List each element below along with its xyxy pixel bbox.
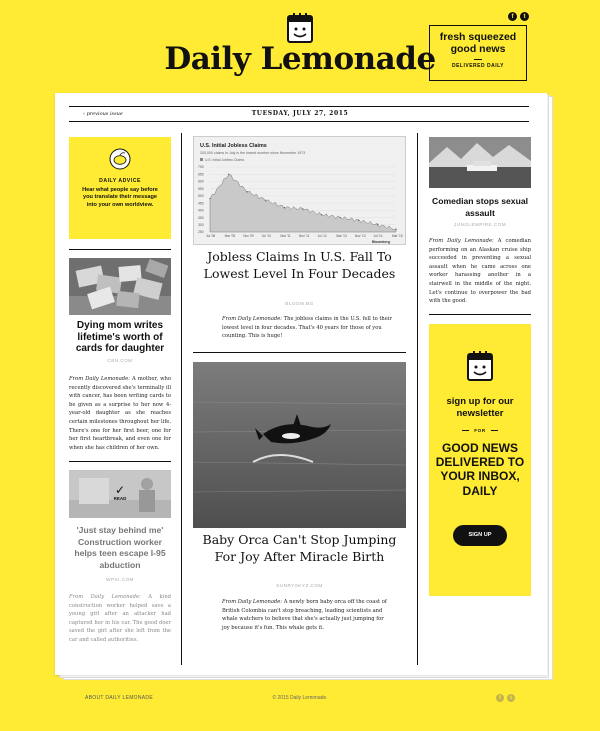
y-tick-label: 500 [198,194,204,199]
x-tick-label: Jul '08 [206,234,216,238]
daily-advice-box [69,137,171,239]
about-link[interactable]: ABOUT DAILY LEMONADE [85,695,153,701]
y-tick-label: 450 [198,201,204,206]
x-tick-label: Jul '14 [373,234,383,238]
x-tick-label: Jul '10 [261,234,271,238]
x-tick-label: Nov '11 [299,234,310,238]
masthead-logo[interactable]: Daily Lemonade [164,41,436,77]
column-rule-left [181,133,182,665]
x-tick-label: Mar '15 [392,234,403,238]
x-tick-label: Nov '13 [354,234,366,238]
series-area [210,175,396,232]
excerpt-lead: From Daily Lemonade: [429,238,494,244]
read-badge[interactable] [110,484,130,501]
facebook-icon[interactable]: f [496,694,504,702]
excerpt-lead: From Daily Lemonade: [69,594,141,600]
y-tick-label: 300 [198,222,204,227]
y-tick-label: 550 [198,186,204,191]
excerpt-lead: From Daily Lemonade: [69,376,130,382]
x-tick-label: Nov '09 [243,234,254,238]
article-source[interactable]: WPXI.COM [106,577,134,582]
x-tick-label: Mar '13 [336,234,347,238]
newsletter-for [429,428,531,433]
data-point [377,224,378,225]
calendar-smiley-icon [465,349,495,383]
y-tick-label: 650 [198,172,204,177]
article-source[interactable]: CBN.COM [107,358,133,363]
chart-svg [194,137,405,244]
tagline-divider [474,59,482,60]
article-image-orca[interactable] [193,362,406,528]
x-tick-label: Mar '09 [224,234,236,238]
article-excerpt [429,237,531,306]
chart-title: U.S. Initial Jobless Claims [200,143,267,149]
y-tick-label: 400 [198,208,204,213]
tagline: fresh squeezed good news [439,31,517,55]
data-point [302,208,303,209]
excerpt-lead: From Daily Lemonade: [222,316,283,322]
footer-social [496,694,515,702]
article-excerpt [222,598,392,632]
chart-source: Bloomberg [372,240,390,244]
data-point [321,214,322,215]
x-tick-label: Mar '11 [280,234,291,238]
copyright: © 2015 Daily Lemonade. [272,695,328,701]
newsletter-pitch: GOOD NEWS DELIVERED TO YOUR INBOX, DAILY [435,441,525,498]
article-title[interactable]: Jobless Claims In U.S. Fall To Lowest Level In Four Decades [203,249,396,281]
excerpt-body: A newly born baby orca off the coast of British Colombia can't stop breaching, leading scientists and whale watchers to believe that she's actually just jumping for joy because it's fun. This whale gets it. [222,599,387,631]
read-label: READ [113,496,127,501]
dateline-rule-top [69,106,529,107]
data-point [265,200,266,201]
article-excerpt [69,375,171,452]
y-tick-label: 250 [198,230,204,235]
y-tick-label: 700 [198,165,204,170]
tagline-sub: DELIVERED DAILY [451,63,505,69]
data-point [247,191,248,192]
dateline-rule-bottom [69,121,529,122]
chart-subtitle: 200,000 claims in July is the lowest number since November 1973 [200,151,306,155]
excerpt-body: A kind construction worker helped save a young girl after an attacker had captured her in his car. The good doer saved the girl after she left from the car and called authorities. [69,594,171,643]
checkmark-icon: ✓ [114,483,126,497]
article-excerpt [69,593,171,645]
data-point [209,198,210,199]
advice-label: DAILY ADVICE [99,178,141,184]
for-label: FOR [474,428,486,433]
data-point [228,174,229,175]
legend-label: U.S. Initial Jobless Claims [205,158,245,162]
excerpt-lead: From Daily Lemonade: [222,599,283,605]
newsletter-heading: sign up for our newsletter [446,396,514,419]
excerpt-body: The jobless claims in the U.S. fell to their lowest level in four decades. That's 40 years for those of you counting. This is huge! [222,316,392,340]
x-tick-label: Jul '12 [317,234,327,238]
article-source[interactable]: JUNGLEMPIRE.COM [453,222,507,227]
y-tick-label: 350 [198,215,204,220]
article-image-cards[interactable] [69,258,171,315]
previous-issue-link[interactable]: ‹ previous issue [83,111,123,117]
article-title[interactable]: Baby Orca Can't Stop Jumping For Joy After Miracle Birth [202,532,397,564]
article-title[interactable]: 'Just stay behind me' Construction worker helps teen escape I-95 abduction [74,525,166,570]
y-tick-label: 600 [198,179,204,184]
divider [429,314,531,315]
article-title[interactable]: Dying mom writes lifetime's worth of cards for daughter [75,320,165,354]
article-title[interactable]: Comedian stops sexual assault [432,196,528,218]
excerpt-body: A comedian performing on an Alaskan cruise ship succeeded in preventing a sexual assault when he came across one worker harassing another in a stairwell in the middle of the night. Let's continue to overpower the bad with the good. [429,238,531,305]
divider [69,461,171,462]
article-excerpt [222,315,392,341]
divider [193,352,406,353]
data-point [284,207,285,208]
excerpt-body: A mother, who recently discovered she's terminally ill with cancer, has been writing cards to be given as a surprise to her now 4-year-old daughter as she reaches certain milestones throughout her life. There's one for her first beer, one for her first heartbreak, and even one for when she has children of her own. [69,376,171,451]
sign-up-button[interactable]: SIGN UP [453,525,507,546]
data-point [340,217,341,218]
data-point [358,220,359,221]
newsletter-signup [429,324,531,596]
issue-date: TUESDAY, JULY 27, 2015 [251,110,349,117]
jobless-claims-chart[interactable] [193,136,406,245]
header-social [508,12,529,21]
tagline-box [429,25,527,81]
twitter-icon[interactable]: t [520,12,529,21]
legend-swatch [200,158,203,161]
lemon-icon [109,148,131,170]
article-source[interactable]: BLOOM.BG [285,301,314,306]
divider [69,249,171,250]
twitter-icon[interactable]: t [507,694,515,702]
article-source[interactable]: SUNRYSKYZ.COM [276,583,323,588]
advice-text: Hear what people say before you translate their message into your own worldview. [82,187,158,208]
facebook-icon[interactable]: f [508,12,517,21]
data-point [395,229,396,230]
column-rule-right [417,133,418,665]
article-image-cruise[interactable] [429,137,531,188]
